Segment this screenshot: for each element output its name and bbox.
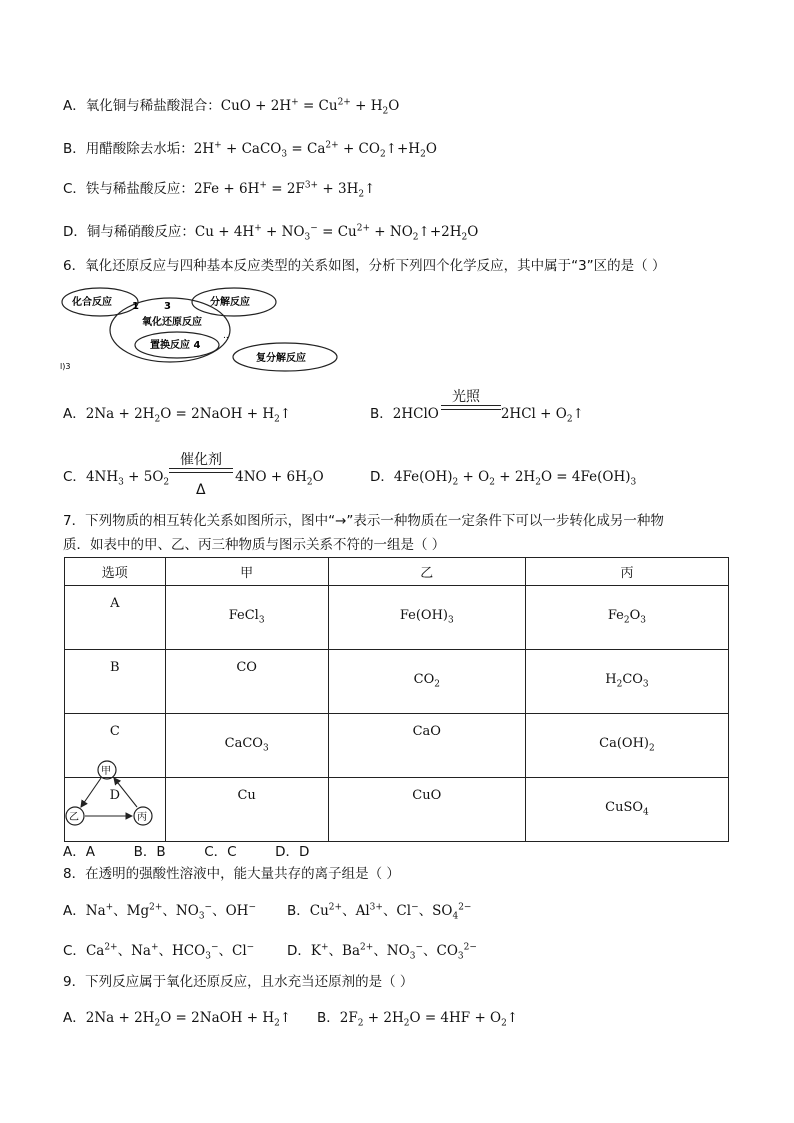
q8-a-label: A． [63,903,86,919]
row-b-yi: $CO_2$ [328,650,525,714]
row-d-jia: Cu [165,778,328,842]
row-c-bing: $Ca(OH)_2$ [525,714,728,778]
table-row [65,714,729,778]
node-yi-label: 乙 [69,812,79,823]
q7-option-d: D．D [275,844,310,860]
q6-option-a: A．$2Na + 2H_2O$ = 2NaOH + $H_2↑$ [63,406,292,425]
row-d-bing: CuSO$_4$ [525,778,728,842]
q6-option-d: D．$4Fe(OH)_2 + O_2 + 2H_2O = 4Fe(OH)_3$ [370,469,637,488]
row-a-option: A [65,586,166,650]
row-c-jia: CaCO$_3$ [165,714,328,778]
q7-stem-line2: 质．如表中的甲、乙、丙三种物质与图示关系不符的一组是（ ） [63,537,446,553]
q6-c-label: C． [63,469,86,485]
q7-options [63,840,309,860]
arrow-bing-to-jia [114,778,137,807]
row-c-option: C [65,714,166,778]
region-1-label: 1 [132,301,139,312]
q7-stem-line1: 7．下列物质的相互转化关系如图所示，图中“→”表示一种物质在一定条件下可以一步转化成另一种物 [63,513,664,529]
q6b-equal-sign [441,405,501,410]
table-row [65,650,729,714]
row-b-bing: $H_2CO_3$ [525,650,728,714]
q7-table [64,557,729,842]
q8-b-label: B． [287,903,310,919]
row-d-yi: CuO [328,778,525,842]
q9-option-b: B．$2F_2 + 2H_2O = 4HF$ + $O_2↑$ [317,1010,519,1029]
table-row [65,586,729,650]
q9-a-label: A． [63,1010,86,1026]
q5-c-label: C．铁与稀盐酸反应： [63,181,194,197]
row-a-bing: $Fe_2O_3$ [525,586,728,650]
q5-option-c: C．铁与稀盐酸反应：$2Fe + 6H^+ = 2F^{3+}$ + $3H_2↑$ [63,180,376,200]
q6c-condition-heat: Δ [196,482,206,498]
q5-option-a: A．氧化铜与稀盐酸混合：CuO + $2H^+ = Cu^{2+} + H_2O$ [63,97,400,117]
redox-label: 氧化还原反应 [142,317,202,328]
q5-option-b: B．用醋酸除去水垢：2H+ + CaCO$_3$ = $Ca^{2+}$ + $CO_2↑+H_2O$ [63,140,437,160]
q6-d-label: D． [370,469,394,485]
stray-mark: l)3 [60,362,71,371]
row-d-option: D [65,778,166,842]
q6c-condition-catalyst: 催化剂 [180,452,222,468]
header-bing: 丙 [525,558,728,586]
node-bing-label: 丙 [137,812,147,823]
row-c-yi: CaO [328,714,525,778]
table-row [65,778,729,842]
displacement-label: 置换反应 4 [150,340,201,351]
q8-option-c: C．$Ca^{2+}$、Na+、$HCO_3^-$、Cl− [63,942,255,962]
q6-option-b: B．2HClO $2HCl + O_2↑$ [370,406,584,425]
q8-option-d: D．K+、$Ba^{2+}$、$NO_3^-$、$CO_3^{2-}$ [287,942,477,962]
double-decomposition-label: 复分解反应 [256,353,306,364]
node-jia-label: 甲 [101,766,111,777]
q6b-condition-light: 光照 [452,389,480,405]
row-a-yi: $Fe(OH)_3$ [328,586,525,650]
q5-option-d: D．铜与稀硝酸反应：$Cu + 4H^+ + NO_3^- = Cu^{2+}$ + $NO_2↑+2H_2O$ [63,223,479,243]
row-b-jia: CO [165,650,328,714]
combination-label: 化合反应 [72,297,112,308]
q8-stem: 8．在透明的强酸性溶液中，能大量共存的离子组是（ ） [63,866,400,882]
row-a-jia: FeCl$_3$ [165,586,328,650]
q8-c-label: C． [63,943,86,959]
q9-b-label: B． [317,1010,340,1026]
q6-a-label: A． [63,406,86,422]
header-jia: 甲 [165,558,328,586]
arrow-jia-to-yi [81,778,101,807]
q8-option-b: B．$Cu^{2+}$、$Al^{3+}$、Cl−、$SO_4^{2-}$ [287,902,472,922]
q5-a-label: A．氧化铜与稀盐酸混合： [63,98,221,114]
q7-option-a: A．A [63,844,95,860]
q6-b-label: B． [370,406,393,422]
dots-label: .. [223,331,229,341]
q9-option-a: A．$2Na + 2H_2O$ = 2NaOH + $H_2↑$ [63,1010,292,1029]
q7-option-b: B．B [133,844,166,860]
decomposition-label: 分解反应 [210,297,250,308]
q9-stem: 9．下列反应属于氧化还原反应，且水充当还原剂的是（ ） [63,974,414,990]
q7-header-row [65,558,729,586]
q5-b-label: B．用醋酸除去水垢： [63,141,194,157]
redox-venn-diagram [60,285,350,375]
header-yi: 乙 [328,558,525,586]
q8-option-a: A．Na+、$Mg^{2+}$、$NO_3^-$、OH− [63,902,256,922]
q7-option-c: C．C [204,844,237,860]
region-3-label: 3 [164,301,171,312]
q7-transformation-diagram [60,758,160,830]
row-b-option: B [65,650,166,714]
q6c-equal-sign [169,468,233,473]
q6-option-c: C．$4NH_3 + 5O_2$ $4NO + 6H_2O$ [63,469,324,488]
q6-stem: 6．氧化还原反应与四种基本反应类型的关系如图，分析下列四个化学反应，其中属于“3”区的是（ ） [63,258,666,274]
q5-d-label: D．铜与稀硝酸反应： [63,224,195,240]
header-option: 选项 [65,558,166,586]
q8-d-label: D． [287,943,311,959]
